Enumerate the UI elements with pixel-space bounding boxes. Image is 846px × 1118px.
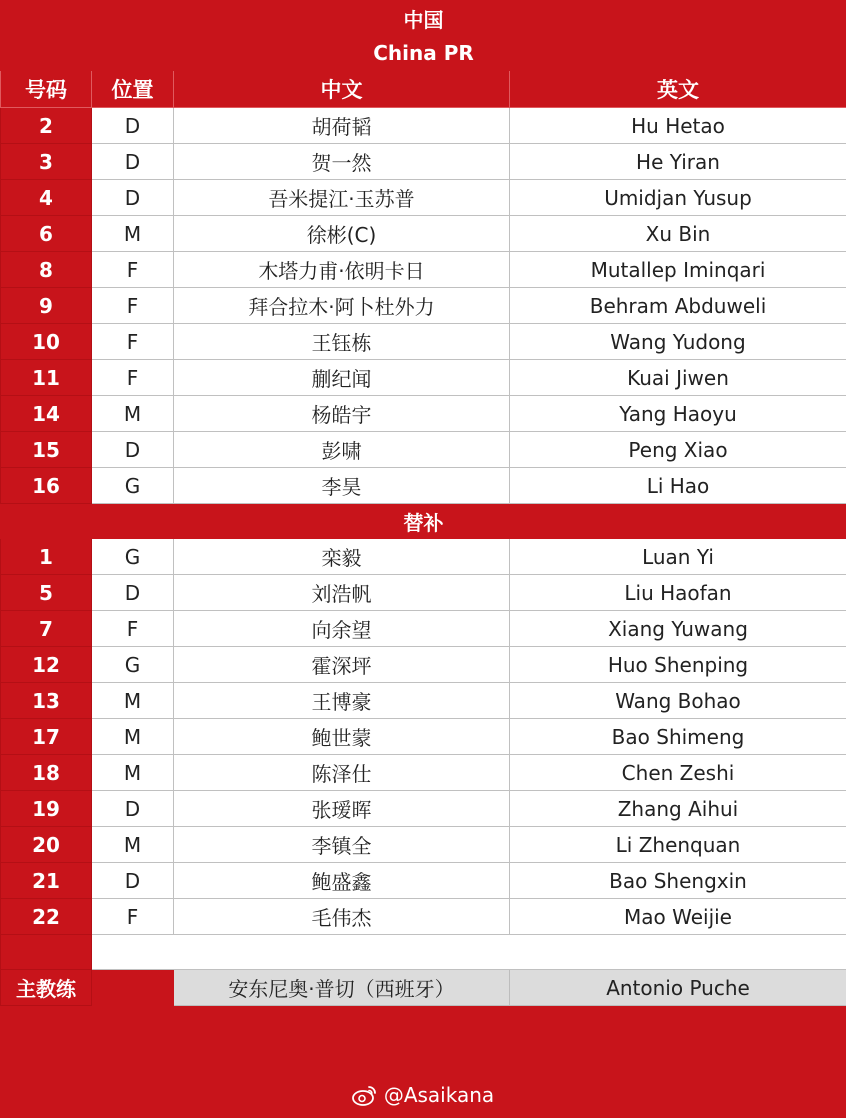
- player-name-en: Yang Haoyu: [510, 396, 846, 432]
- header-row: [1, 71, 846, 108]
- player-name-en: Li Zhenquan: [510, 827, 846, 863]
- player-position: M: [92, 683, 174, 719]
- player-row: [1, 719, 846, 755]
- team-title-cn: 中国: [1, 1, 846, 36]
- player-name-en: Liu Haofan: [510, 575, 846, 611]
- header-english-name: 英文: [510, 71, 846, 108]
- player-number: 4: [1, 180, 92, 216]
- weibo-icon: [352, 1084, 378, 1106]
- player-row: [1, 108, 846, 144]
- player-position: M: [92, 396, 174, 432]
- player-number: 21: [1, 863, 92, 899]
- player-name-en: Bao Shimeng: [510, 719, 846, 755]
- player-position: D: [92, 575, 174, 611]
- player-position: D: [92, 108, 174, 144]
- player-position: F: [92, 360, 174, 396]
- player-number: 13: [1, 683, 92, 719]
- player-row: [1, 432, 846, 468]
- player-name-en: He Yiran: [510, 144, 846, 180]
- lineup-table-body: [1, 1, 846, 1006]
- player-position: F: [92, 899, 174, 935]
- player-position: D: [92, 180, 174, 216]
- player-name-cn: 徐彬(C): [174, 216, 510, 252]
- player-row: [1, 324, 846, 360]
- player-name-cn: 王钰栋: [174, 324, 510, 360]
- player-row: [1, 360, 846, 396]
- player-row: [1, 899, 846, 935]
- player-name-en: Wang Yudong: [510, 324, 846, 360]
- player-position: D: [92, 144, 174, 180]
- team-title-en: China PR: [1, 36, 846, 71]
- player-name-cn: 向余望: [174, 611, 510, 647]
- player-row: [1, 468, 846, 504]
- player-name-cn: 拜合拉木·阿卜杜外力: [174, 288, 510, 324]
- player-position: G: [92, 539, 174, 575]
- player-name-cn: 杨皓宇: [174, 396, 510, 432]
- player-row: [1, 863, 846, 899]
- player-number: 3: [1, 144, 92, 180]
- player-number: 10: [1, 324, 92, 360]
- player-position: D: [92, 432, 174, 468]
- player-name-cn: 木塔力甫·依明卡日: [174, 252, 510, 288]
- player-row: [1, 216, 846, 252]
- player-number: 17: [1, 719, 92, 755]
- blank-cell: [92, 935, 846, 970]
- player-name-cn: 李镇全: [174, 827, 510, 863]
- player-name-en: Umidjan Yusup: [510, 180, 846, 216]
- player-position: F: [92, 324, 174, 360]
- player-row: [1, 539, 846, 575]
- player-position: F: [92, 288, 174, 324]
- player-number: 5: [1, 575, 92, 611]
- player-row: [1, 683, 846, 719]
- player-name-en: Xiang Yuwang: [510, 611, 846, 647]
- player-number: 11: [1, 360, 92, 396]
- player-row: [1, 611, 846, 647]
- player-name-cn: 彭啸: [174, 432, 510, 468]
- watermark-text: @Asaikana: [383, 1083, 495, 1107]
- player-name-cn: 李昊: [174, 468, 510, 504]
- player-row: [1, 575, 846, 611]
- player-number: 18: [1, 755, 92, 791]
- player-name-en: Li Hao: [510, 468, 846, 504]
- coach-name-en: Antonio Puche: [510, 970, 846, 1006]
- player-name-en: Zhang Aihui: [510, 791, 846, 827]
- player-name-cn: 蒯纪闻: [174, 360, 510, 396]
- coach-label: 主教练: [1, 970, 92, 1006]
- player-row: [1, 252, 846, 288]
- header-number: 号码: [1, 71, 92, 108]
- header-position: 位置: [92, 71, 174, 108]
- player-position: D: [92, 791, 174, 827]
- player-name-cn: 鲍世蒙: [174, 719, 510, 755]
- player-name-en: Behram Abduweli: [510, 288, 846, 324]
- player-name-cn: 张瑷晖: [174, 791, 510, 827]
- player-number: 19: [1, 791, 92, 827]
- player-number: 12: [1, 647, 92, 683]
- player-row: [1, 647, 846, 683]
- player-row: [1, 144, 846, 180]
- player-row: [1, 180, 846, 216]
- player-number: 16: [1, 468, 92, 504]
- coach-row: [1, 970, 846, 1006]
- player-row: [1, 827, 846, 863]
- player-name-en: Bao Shengxin: [510, 863, 846, 899]
- player-name-en: Mutallep Iminqari: [510, 252, 846, 288]
- player-position: F: [92, 252, 174, 288]
- player-position: D: [92, 863, 174, 899]
- player-name-cn: 毛伟杰: [174, 899, 510, 935]
- player-number: 9: [1, 288, 92, 324]
- player-row: [1, 396, 846, 432]
- player-number: 2: [1, 108, 92, 144]
- player-name-cn: 陈泽仕: [174, 755, 510, 791]
- player-position: M: [92, 719, 174, 755]
- player-number: 22: [1, 899, 92, 935]
- player-number: 1: [1, 539, 92, 575]
- blank-row: [1, 935, 846, 970]
- player-number: 15: [1, 432, 92, 468]
- player-name-en: Kuai Jiwen: [510, 360, 846, 396]
- player-name-en: Huo Shenping: [510, 647, 846, 683]
- player-name-cn: 鲍盛鑫: [174, 863, 510, 899]
- player-name-cn: 王博豪: [174, 683, 510, 719]
- player-position: G: [92, 468, 174, 504]
- player-position: M: [92, 827, 174, 863]
- player-row: [1, 791, 846, 827]
- player-name-en: Peng Xiao: [510, 432, 846, 468]
- player-name-cn: 刘浩帆: [174, 575, 510, 611]
- player-name-cn: 栾毅: [174, 539, 510, 575]
- player-number: 14: [1, 396, 92, 432]
- header-chinese-name: 中文: [174, 71, 510, 108]
- player-name-en: Wang Bohao: [510, 683, 846, 719]
- player-position: F: [92, 611, 174, 647]
- player-name-en: Xu Bin: [510, 216, 846, 252]
- substitutes-divider: [1, 504, 846, 539]
- player-name-cn: 霍深坪: [174, 647, 510, 683]
- watermark: [0, 1080, 846, 1110]
- player-row: [1, 755, 846, 791]
- player-name-en: Chen Zeshi: [510, 755, 846, 791]
- substitutes-label: 替补: [1, 504, 846, 539]
- player-number: 8: [1, 252, 92, 288]
- player-name-cn: 吾米提江·玉苏普: [174, 180, 510, 216]
- coach-name-cn: 安东尼奥·普切（西班牙）: [174, 970, 510, 1006]
- player-number: 6: [1, 216, 92, 252]
- player-name-en: Hu Hetao: [510, 108, 846, 144]
- player-position: M: [92, 216, 174, 252]
- player-name-cn: 胡荷韬: [174, 108, 510, 144]
- player-position: G: [92, 647, 174, 683]
- player-position: M: [92, 755, 174, 791]
- player-row: [1, 288, 846, 324]
- player-number: 7: [1, 611, 92, 647]
- blank-cell: [1, 935, 92, 970]
- player-name-en: Luan Yi: [510, 539, 846, 575]
- player-name-cn: 贺一然: [174, 144, 510, 180]
- player-number: 20: [1, 827, 92, 863]
- coach-empty-cell: [92, 970, 174, 1006]
- player-name-en: Mao Weijie: [510, 899, 846, 935]
